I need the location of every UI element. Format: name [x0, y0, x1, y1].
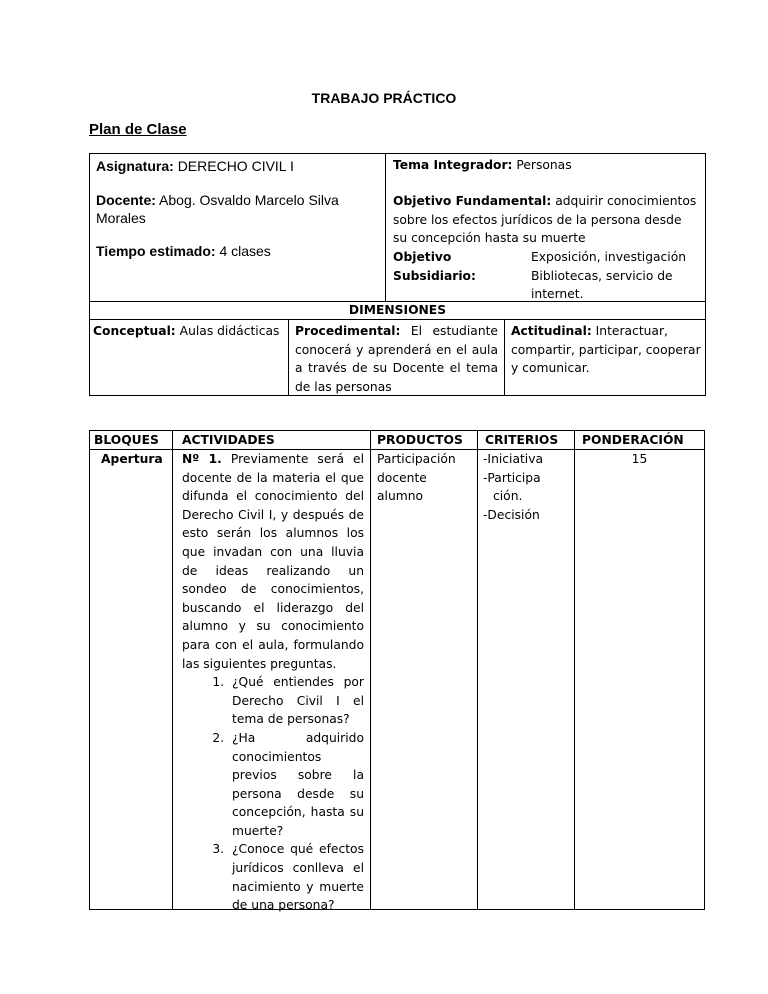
header-productos: PRODUCTOS [377, 433, 463, 447]
tema-value: Personas [516, 158, 572, 172]
divider [288, 319, 289, 396]
criterio-line: -Decisión [483, 507, 540, 522]
pregunta-item: 3. ¿Conoce qué efectos jurídicos conlleva el nacimiento y muerte de una persona? [228, 840, 364, 914]
actividad-number: Nº 1. [182, 452, 222, 466]
docente-label: Docente: [96, 192, 156, 208]
pregunta-item: 1. ¿Qué entiendes por Derecho Civil I el tema de personas? [228, 673, 364, 729]
divider [172, 431, 173, 909]
objetivo-fund-label: Objetivo Fundamental: [393, 194, 552, 208]
header-bloques: BLOQUES [94, 433, 159, 447]
preguntas-list [182, 673, 364, 915]
objetivo-fundamental [393, 192, 698, 248]
tiempo-label: Tiempo estimado: [96, 243, 216, 259]
conceptual-value: Aulas didácticas [179, 324, 280, 338]
conceptual-label: Conceptual: [93, 324, 176, 338]
objetivo-fund-value: adquirir conocimientos sobre los efectos jurídicos de la persona desde su concepción hasta su muerte [393, 194, 697, 246]
bloque-cell: Apertura [101, 452, 163, 466]
criterio-line: ción. [493, 489, 523, 504]
procedimental [295, 322, 498, 396]
tiempo-value: 4 clases [219, 243, 271, 259]
actividad-description [182, 450, 364, 673]
criterio-line: -Participa [483, 470, 541, 485]
asignatura-value: DERECHO CIVIL I [177, 158, 294, 174]
producto-line: docente [377, 470, 427, 485]
procedimental-value: El estudiante conocerá y aprenderá en el aula a través de su Docente el tema de las personas [295, 324, 498, 394]
info-table [89, 153, 706, 396]
divider [477, 431, 478, 909]
pregunta-item: 2. ¿Ha adquirido conocimientos previos sobre la persona desde su concepción, hasta su muerte? [228, 729, 364, 841]
divider [385, 154, 386, 301]
header-ponderacion: PONDERACIÓN [582, 433, 684, 447]
tema-integrador [393, 156, 698, 175]
conceptual [93, 322, 283, 341]
actitudinal-label: Actitudinal: [511, 324, 592, 338]
actitudinal [511, 322, 701, 378]
asignatura [96, 157, 376, 175]
divider [504, 319, 505, 396]
divider [370, 431, 371, 909]
procedimental-label: Procedimental: [295, 324, 401, 338]
objetivo-subsidiario-label [393, 248, 523, 285]
criterio-line: -Iniciativa [483, 452, 544, 466]
asignatura-label: Asignatura: [96, 158, 174, 174]
document-title: TRABAJO PRÁCTICO [311, 90, 457, 106]
dimensiones-header: DIMENSIONES [348, 303, 447, 317]
header-actividades: ACTIVIDADES [182, 433, 275, 447]
header-criterios: CRITERIOS [485, 433, 559, 447]
activities-table [89, 430, 705, 913]
docente-value: Abog. Osvaldo Marcelo Silva Morales [96, 192, 339, 226]
tema-label: Tema Integrador: [393, 158, 513, 172]
divider [574, 431, 575, 909]
productos-cell [377, 450, 472, 506]
objetivo-sub-label: Objetivo Subsidiario: [393, 250, 476, 283]
objetivo-subsidiario-value [531, 248, 691, 304]
ponderacion-cell: 15 [631, 452, 648, 466]
actitudinal-value: Interactuar, compartir, participar, cooperar y comunicar. [511, 324, 701, 376]
plan-heading: Plan de Clase [89, 121, 187, 138]
actividad-text: Previamente será el docente de la materia el que difunda el conocimiento del Derecho Civil I, y después de esto serán los alumnos los que invadan con una lluvia de ideas realizando un sondeo de conocimientos, buscando el liderazgo del alumno y su conocimiento para con el aula, formulando las siguientes preguntas. [182, 452, 364, 671]
producto-line: alumno [377, 489, 424, 504]
actividad-cell [182, 450, 364, 915]
docente [96, 191, 376, 227]
tiempo-estimado [96, 242, 376, 260]
producto-line: Participación [377, 452, 456, 466]
objetivo-sub-value: Exposición, investigación Bibliotecas, servicio de internet. [531, 250, 687, 302]
criterios-cell [483, 450, 571, 524]
